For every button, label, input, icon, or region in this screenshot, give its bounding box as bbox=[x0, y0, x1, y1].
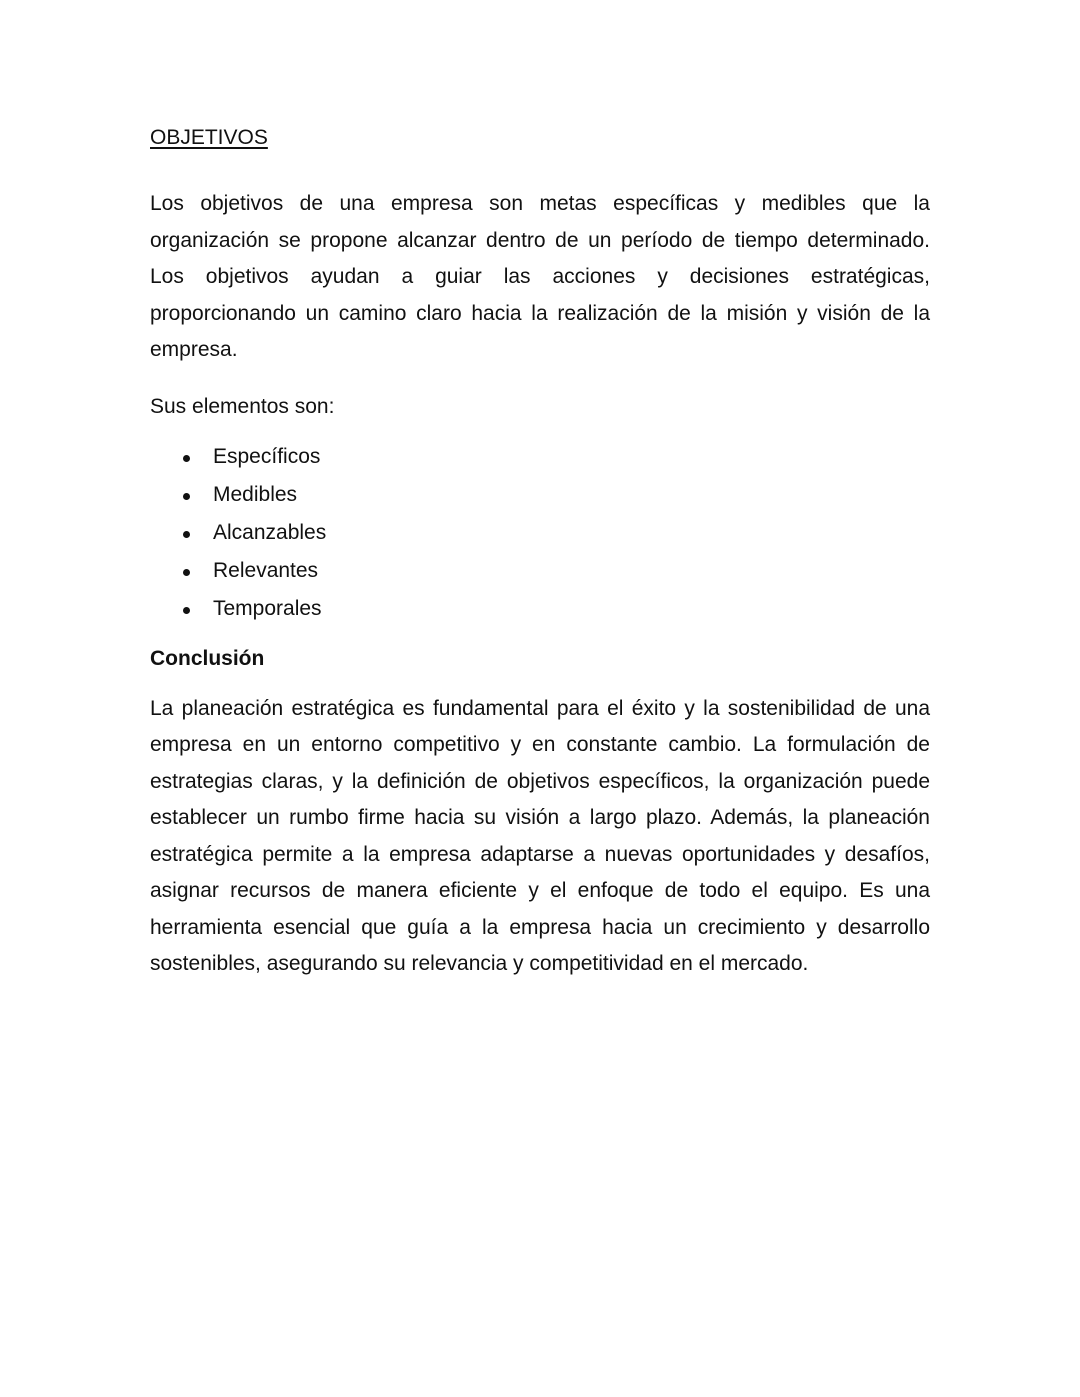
elements-list bbox=[150, 443, 930, 633]
list-item-label: Específicos bbox=[213, 444, 321, 468]
list-item bbox=[150, 557, 930, 595]
document-page bbox=[150, 124, 930, 983]
conclusion-heading: Conclusión bbox=[150, 646, 265, 670]
elements-intro: Sus elementos son: bbox=[150, 394, 335, 418]
objetivos-paragraph: Los objetivos de una empresa son metas específicas y medibles que la organización se propone alcanzar dentro de un período de tiempo determinado. Los objetivos ayudan a guiar las acciones y decisiones estratégicas, proporcionando un camino claro hacia la realización de la misión y visión de la empresa. bbox=[150, 192, 930, 361]
list-item bbox=[150, 519, 930, 557]
list-item bbox=[150, 443, 930, 481]
bullet-icon bbox=[183, 607, 190, 614]
objetivos-heading: OBJETIVOS bbox=[150, 126, 268, 149]
bullet-icon bbox=[183, 531, 190, 538]
list-item bbox=[150, 595, 930, 633]
list-item bbox=[150, 481, 930, 519]
bullet-icon bbox=[183, 455, 190, 462]
conclusion-paragraph: La planeación estratégica es fundamental para el éxito y la sostenibilidad de una empresa en un entorno competitivo y en constante cambio. La formulación de estrategias claras, y la definición de objetivos específicos, la organización puede establecer un rumbo firme hacia su visión a largo plazo. Además, la planeación estratégica permite a la empresa adaptarse a nuevas oportunidades y desafíos, asignar recursos de manera eficiente y el enfoque de todo el equipo. Es una herramienta esencial que guía a la empresa hacia un crecimiento y desarrollo sostenibles, asegurando su relevancia y competitividad en el mercado. bbox=[150, 696, 930, 975]
bullet-icon bbox=[183, 569, 190, 576]
list-item-label: Relevantes bbox=[213, 558, 319, 582]
bullet-icon bbox=[183, 493, 190, 500]
list-item-label: Temporales bbox=[213, 596, 322, 620]
list-item-label: Medibles bbox=[213, 482, 298, 506]
list-item-label: Alcanzables bbox=[213, 520, 327, 544]
